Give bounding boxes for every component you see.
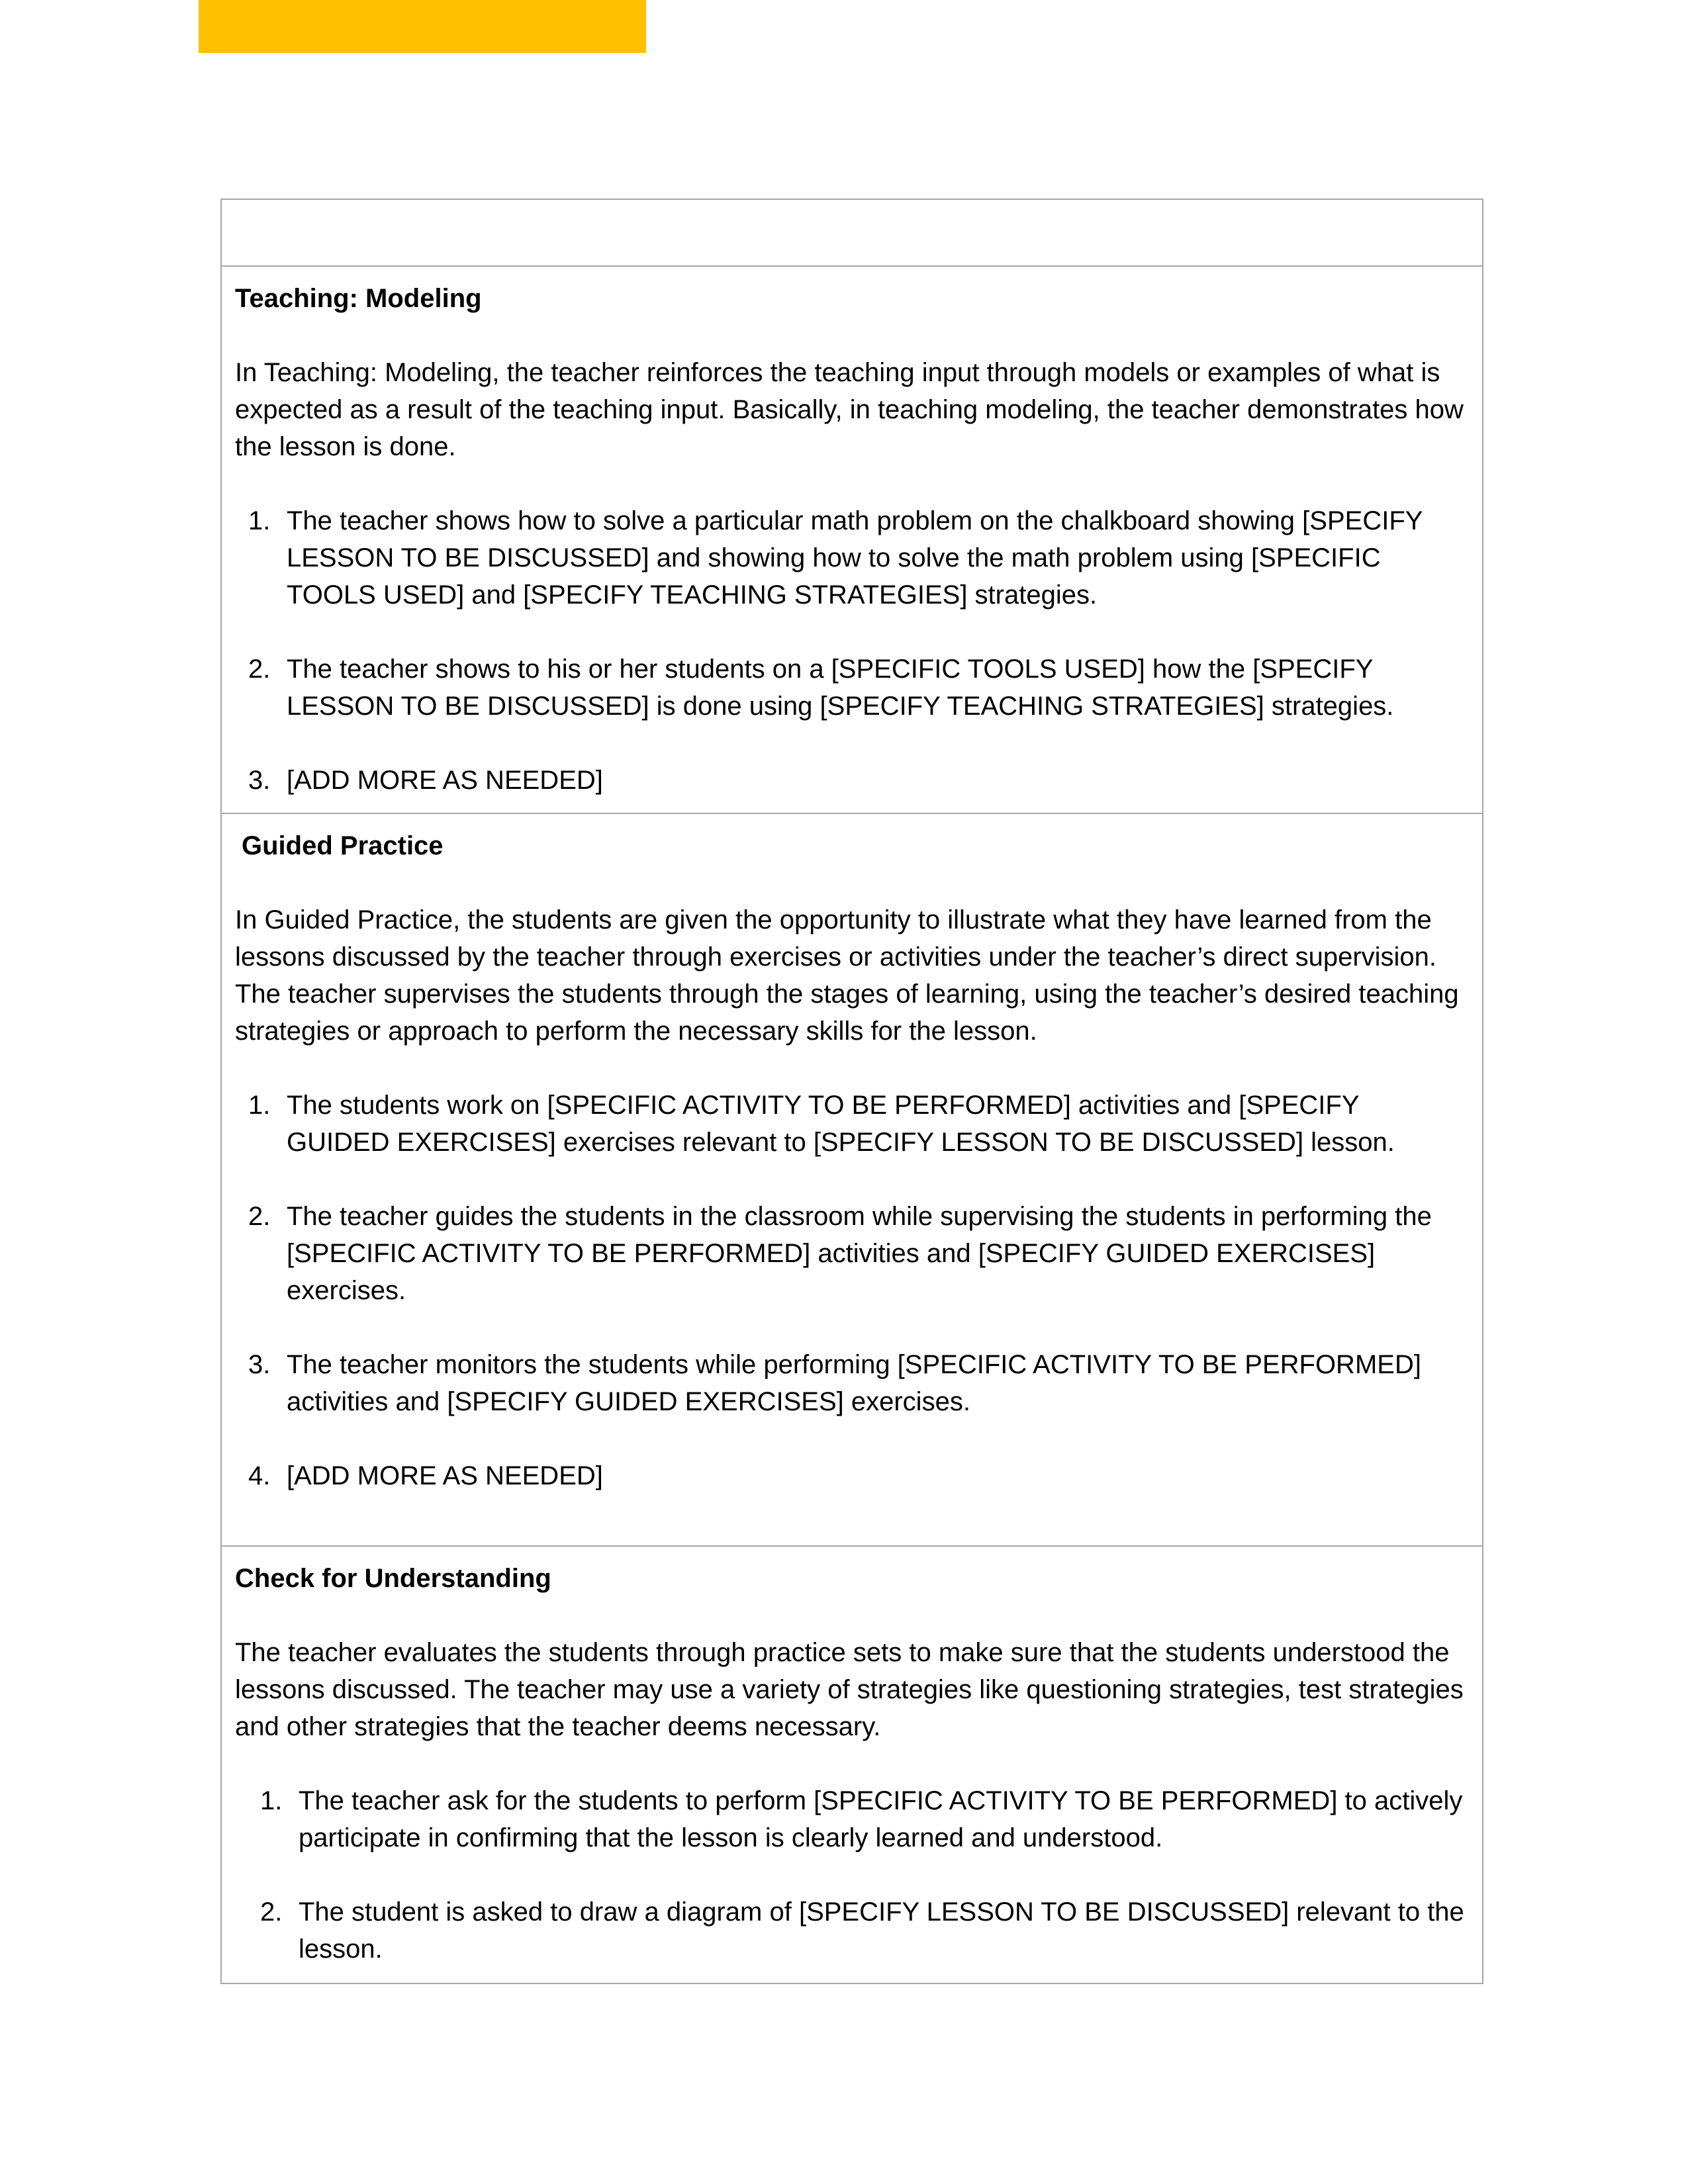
section-teaching-modeling (222, 265, 1482, 813)
list-item (235, 762, 1469, 799)
list-item-number: 1. (248, 506, 271, 535)
list-item-number: 4. (248, 1461, 271, 1490)
list-item-text: The teacher guides the students in the classroom while supervising the students in performing the [SPECIFIC ACTIVITY TO BE PERFORMED] activities and [SPECIFY GUIDED EXERCISES] exercises. (287, 1202, 1432, 1305)
section-intro: In Teaching: Modeling, the teacher reinforces the teaching input through models or examples of what is expected as a result of the teaching input. Basically, in teaching modeling, the teacher demonstrates how the lesson is done. (235, 358, 1464, 461)
lesson-plan-table (220, 199, 1483, 1984)
list-item (235, 651, 1469, 725)
section-title: Guided Practice (242, 831, 444, 860)
section-check-for-understanding (222, 1545, 1482, 1983)
section-title: Teaching: Modeling (235, 284, 482, 313)
list-item (235, 502, 1469, 614)
list-item-number: 3. (248, 1350, 271, 1379)
list-item-number: 2. (260, 1897, 283, 1927)
numbered-list (235, 502, 1469, 799)
list-item-text: The teacher shows to his or her students on a [SPECIFIC TOOLS USED] how the [SPECIFY LESSON TO BE DISCUSSED] is done using [SPECIFY TEACHING STRATEGIES] strategies. (287, 655, 1394, 721)
list-item-number: 2. (248, 1202, 271, 1231)
list-item-number: 1. (248, 1091, 271, 1120)
list-item-text: The students work on [SPECIFIC ACTIVITY TO BE PERFORMED] activities and [SPECIFY GUIDED EXERCISES] exercises relevant to [SPECIFY LESSON TO BE DISCUSSED] lesson. (287, 1091, 1395, 1157)
list-item (235, 1346, 1469, 1420)
list-item-text: [ADD MORE AS NEEDED] (287, 1461, 603, 1490)
list-item-number: 3. (248, 766, 271, 795)
list-item (235, 1457, 1469, 1494)
list-item-text: [ADD MORE AS NEEDED] (287, 766, 603, 795)
list-item-text: The teacher ask for the students to perform [SPECIFIC ACTIVITY TO BE PERFORMED] to actively participate in confirming that the lesson is clearly learned and understood. (299, 1786, 1463, 1852)
list-item-number: 1. (260, 1786, 283, 1815)
header-accent-bar (199, 0, 646, 53)
numbered-list (235, 1782, 1469, 1968)
list-item (235, 1782, 1469, 1856)
list-item (235, 1198, 1469, 1309)
list-item-number: 2. (248, 655, 271, 684)
section-title: Check for Understanding (235, 1564, 551, 1593)
list-item (235, 1087, 1469, 1161)
section-intro: The teacher evaluates the students through practice sets to make sure that the students understood the lessons discussed. The teacher may use a variety of strategies like questioning strategies, test strategies and other strategies that the teacher deems necessary. (235, 1638, 1464, 1741)
list-item-text: The student is asked to draw a diagram of [SPECIFY LESSON TO BE DISCUSSED] relevant to the lesson. (299, 1897, 1464, 1964)
section-guided-practice (222, 813, 1482, 1545)
numbered-list (235, 1087, 1469, 1494)
list-item (235, 1893, 1469, 1968)
section-intro: In Guided Practice, the students are given the opportunity to illustrate what they have learned from the lessons discussed by the teacher through exercises or activities under the teacher’s direct supervision. The teacher supervises the students through the stages of learning, using the teacher’s desired teaching strategies or approach to perform the necessary skills for the lesson. (235, 905, 1459, 1046)
list-item-text: The teacher shows how to solve a particular math problem on the chalkboard showing [SPECIFY LESSON TO BE DISCUSSED] and showing how to solve the math problem using [SPECIFIC TOOLS USED] and [SPECIFY TEACHING STRATEGIES] strategies. (287, 506, 1423, 610)
table-empty-row (222, 200, 1482, 265)
list-item-text: The teacher monitors the students while performing [SPECIFIC ACTIVITY TO BE PERFORMED] activities and [SPECIFY GUIDED EXERCISES] exercises. (287, 1350, 1421, 1416)
